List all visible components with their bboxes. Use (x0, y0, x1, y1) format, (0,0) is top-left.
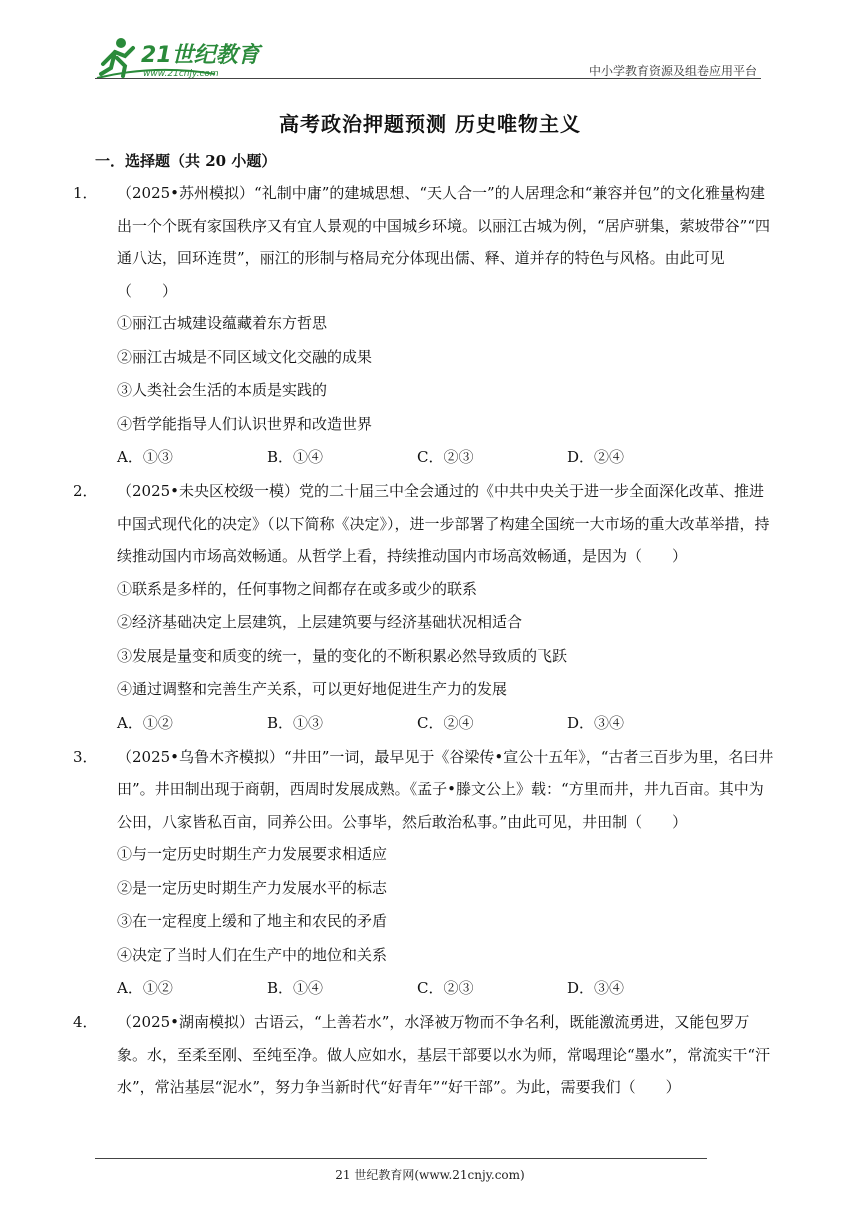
option-b[interactable]: B．①④ (267, 979, 324, 997)
statement: ④决定了当时人们在生产中的地位和关系 (117, 945, 388, 964)
question-3 (73, 741, 775, 1007)
statement: ①与一定历史时期生产力发展要求相适应 (117, 845, 388, 863)
page-footer: 21 世纪教育网(www.21cnjy.com) (335, 1168, 525, 1182)
site-logo (95, 34, 265, 80)
page-title: 高考政治押题预测 历史唯物主义 (279, 112, 581, 136)
option-c[interactable]: C．②④ (417, 713, 474, 732)
question-stem: 3． （2025•乌鲁木齐模拟）“井田”一词，最早见于《谷梁传•宣公十五年》，“古者三百步为里，名曰井田”。井田制出现于商朝，西周时发展成熟。《孟子•滕文公上》载：“方里而井，井九百亩。其中为公田，八家皆私百亩，同养公田。公事毕，然后敢治私事。”由此可见，井田制（ ） (95, 741, 775, 839)
statement: ③发展是量变和质变的统一，量的变化的不断积累必然导致质的飞跃 (117, 646, 568, 665)
question-4 (73, 1006, 775, 1104)
option-a[interactable]: A．①② (117, 713, 173, 732)
question-number: 1． (73, 184, 98, 202)
option-d[interactable]: D．③④ (567, 979, 625, 997)
option-a[interactable]: A．①③ (117, 448, 173, 466)
statement: ③人类社会生活的本质是实践的 (117, 381, 328, 399)
option-b[interactable]: B．①③ (267, 713, 324, 732)
logo-url: www.21cnjy.com (143, 69, 219, 79)
option-d[interactable]: D．③④ (567, 713, 625, 732)
platform-name: 中小学教育资源及组卷应用平台 (588, 64, 757, 78)
option-a[interactable]: A．①② (117, 979, 173, 997)
runner-logo-icon (95, 34, 265, 80)
question-2 (73, 475, 775, 741)
statement: ③在一定程度上缓和了地主和农民的矛盾 (117, 912, 388, 930)
option-c[interactable]: C．②③ (417, 979, 474, 997)
logo-text: 21世纪教育 (141, 43, 260, 68)
question-stem: 2． （2025•未央区校级一模）党的二十届三中全会通过的《中共中央关于进一步全面深化改革、推进中国式现代化的决定》（以下简称《决定》），进一步部署了构建全国统一大市场的重大改革举措，持续推动国内市场高效畅通。从哲学上看，持续推动国内市场高效畅通，是因为（ ） (95, 475, 775, 573)
question-number: 3． (73, 747, 98, 766)
question-1 (73, 177, 775, 475)
question-stem: 4． （2025•湖南模拟）古语云，“上善若水”，水泽被万物而不争名利，既能激流勇进，又能包罗万象。水，至柔至刚、至纯至净。做人应如水，基层干部要以水为师，常喝理论“墨水”，常流实干“汗水”，常沾基层“泥水”，努力争当新时代“好青年”“好干部”。为此，需要我们（ ） (95, 1006, 775, 1104)
answer-options (95, 707, 775, 741)
statement: ②丽江古城是不同区域文化交融的成果 (117, 347, 373, 366)
statement: ④通过调整和完善生产关系，可以更好地促进生产力的发展 (117, 680, 508, 698)
header-divider (95, 78, 761, 79)
statement: ②是一定历史时期生产力发展水平的标志 (117, 878, 388, 897)
statement: ②经济基础决定上层建筑，上层建筑要与经济基础状况相适合 (117, 613, 523, 631)
footer-divider (95, 1158, 707, 1159)
question-number: 2． (73, 482, 98, 500)
answer-options (95, 441, 775, 475)
option-b[interactable]: B．①④ (267, 448, 324, 466)
answer-options (95, 972, 775, 1006)
statement: ①联系是多样的，任何事物之间都存在或多或少的联系 (117, 579, 478, 598)
statement: ④哲学能指导人们认识世界和改造世界 (117, 414, 373, 433)
question-stem: 1． （2025•苏州模拟）“礼制中庸”的建城思想、“天人合一”的人居理念和“兼容并包”的文化雅量构建出一个个既有家国秩序又有宜人景观的中国城乡环境。以丽江古城为例，“居庐骈集，萦坡带谷”“四通八达，回环连贯”，丽江的形制与格局充分体现出儒、释、道并存的特色与风格。由此可见（ ） (95, 177, 775, 307)
section-heading: 一．选择题（共 20 小题） (95, 152, 277, 170)
statement: ①丽江古城建设蕴藏着东方哲思 (117, 314, 328, 332)
option-d[interactable]: D．②④ (567, 448, 625, 466)
page-header (95, 34, 761, 82)
question-list (73, 177, 775, 1104)
option-c[interactable]: C．②③ (417, 448, 474, 466)
question-number: 4． (73, 1013, 98, 1031)
